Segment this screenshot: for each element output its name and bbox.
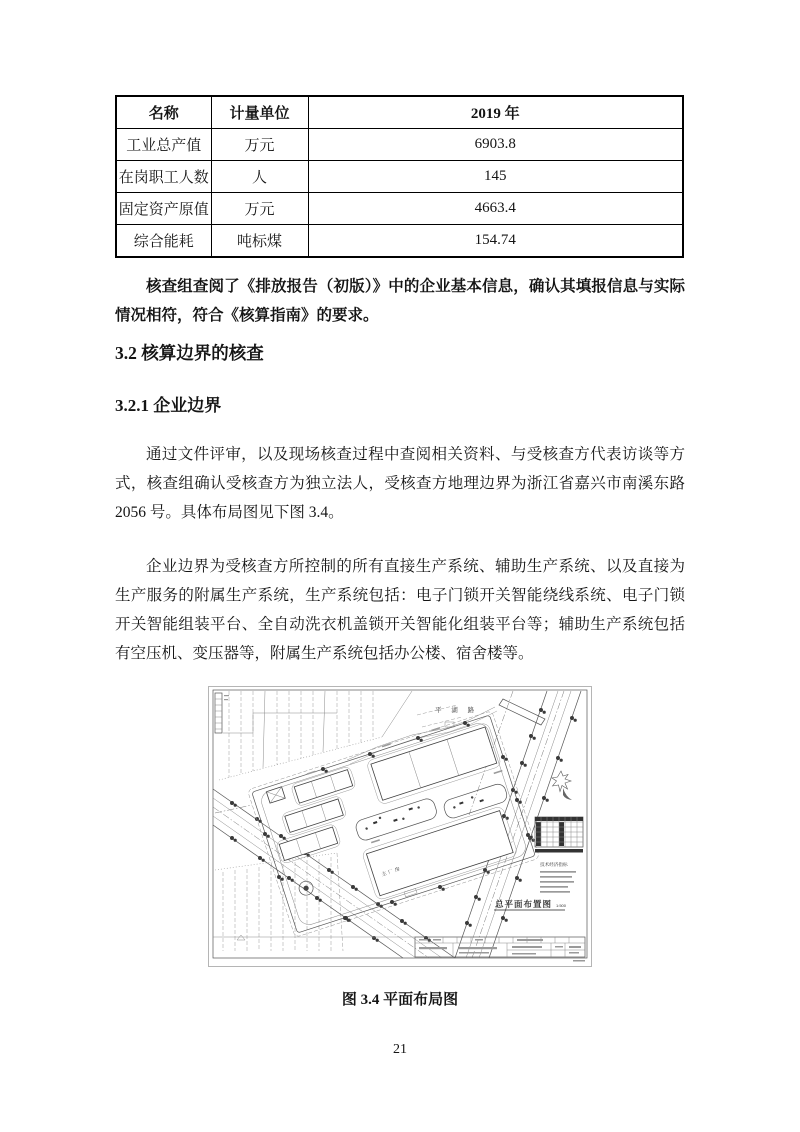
figure-caption: 图 3.4 平面布局图 <box>341 992 459 1008</box>
cell-unit: 人 <box>211 161 308 193</box>
cell-name: 工业总产值 <box>116 129 211 161</box>
indicator-title: 技术经济指标 <box>540 862 568 867</box>
col-header-unit: 计量单位 <box>211 96 308 129</box>
cell-value: 145 <box>308 161 683 193</box>
col-header-name: 名称 <box>116 96 211 129</box>
cell-value: 4663.4 <box>308 193 683 225</box>
page-number: 21 <box>393 1042 407 1057</box>
table-row <box>116 129 683 161</box>
page-content <box>115 95 685 1009</box>
cell-unit: 万元 <box>211 129 308 161</box>
table-row <box>116 193 683 225</box>
road-name-label: 平 湖 路 <box>435 707 479 714</box>
figure-3-4 <box>207 685 593 1009</box>
main-plant-label: 主厂房 <box>380 865 403 879</box>
cell-name: 综合能耗 <box>116 225 211 258</box>
subsection-heading-3-2-1: 3.2.1 企业边界 <box>115 396 222 415</box>
cell-name: 在岗职工人数 <box>116 161 211 193</box>
cell-value: 6903.8 <box>308 129 683 161</box>
table-header-row <box>116 96 683 129</box>
basic-info-table <box>115 95 684 258</box>
table-row <box>116 225 683 258</box>
paragraph-enterprise-boundary: 企业边界为受核查方所控制的所有直接生产系统、辅助生产系统、以及直接为生产服务的附属生产系统，生产系统包括：电子门锁开关智能绕线系统、电子门锁开关智能组装平台、全自动洗衣机盖锁开关智能化组装平台等；辅助生产系统包括有空压机、变压器等，附属生产系统包括办公楼、宿舍楼等。 <box>115 558 685 662</box>
plan-scale: 1:500 <box>556 903 567 908</box>
section-heading-3-2: 3.2 核算边界的核查 <box>115 343 264 363</box>
site-plan-drawing <box>207 685 593 968</box>
table-row <box>116 161 683 193</box>
cell-name: 固定资产原值 <box>116 193 211 225</box>
plan-title: 总平面布置图 <box>495 899 553 909</box>
cell-value: 154.74 <box>308 225 683 258</box>
paragraph-review-summary: 核查组查阅了《排放报告（初版）》中的企业基本信息，确认其填报信息与实际情况相符，符合《核算指南》的要求。 <box>115 278 685 324</box>
paragraph-boundary-location: 通过文件评审，以及现场核查过程中查阅相关资料、与受核查方代表访谈等方式，核查组确认受核查方为独立法人，受核查方地理边界为浙江省嘉兴市南溪东路 2056 号。具体布局图见下图 3.4。 <box>115 446 685 521</box>
col-header-year: 2019 年 <box>308 96 683 129</box>
cell-unit: 万元 <box>211 193 308 225</box>
cell-unit: 吨标煤 <box>211 225 308 258</box>
